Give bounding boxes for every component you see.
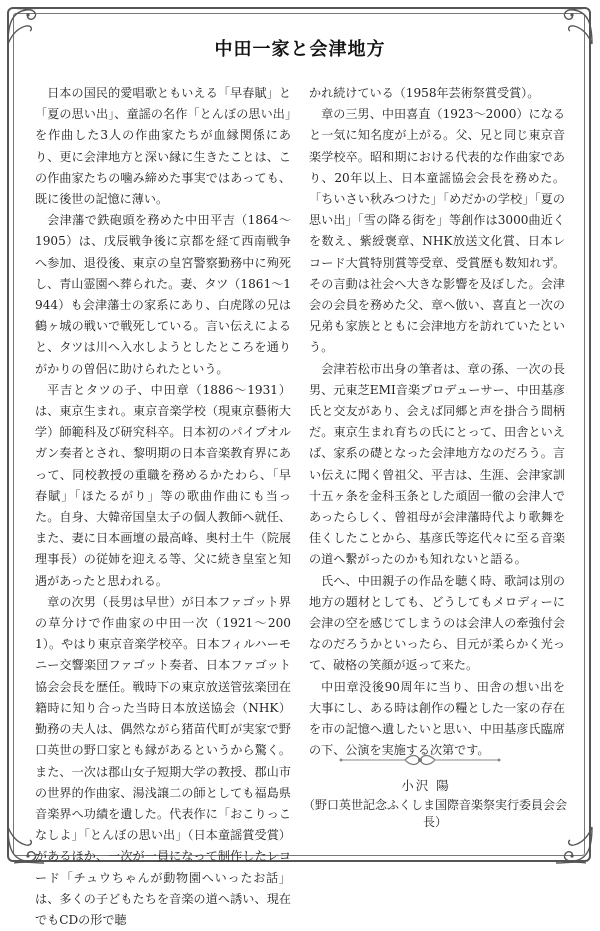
- paragraph: 平吉とタツの子、中田章（1886〜1931）は、東京生まれ。東京音楽学校（現東京藝術大学）師範科及び研究科卒。日本初のパイプオルガン奏者とされ、黎明期の日本音楽教育界にあって、同校教授の重職を務めるかたわら、「早春賦」「ほたるがり」等の歌曲作曲にも当った。自身、大韓帝国皇太子の個人教師へ就任、また、妻に日本画壇の最高峰、奥村土牛（院展理事長）の従姉を迎える等、父に続き皇室と知遇があったと思われる。: [35, 382, 291, 588]
- paragraph: 会津藩で鉄砲頭を務めた中田平吉（1864〜1905）は、戊辰戦争後に京都を経て西南戦争へ参加、退役後、東京の皇宮警察勤務中に殉死し、青山霊園へ葬られた。妻、タツ（1861〜1944）も会津藩士の家系にあり、白虎隊の兄は鶴ヶ城の戦いで戦死している。言い伝えによると、タツは川へ入水しようとしたところを通りがかりの曽侶に助けられたという。: [35, 213, 291, 376]
- paragraph: 章の次男（長男は早世）が日本ファゴット界の草分けで作曲家の中田一次（1921〜2001）。やはり東京音楽学校卒。日本フィルハーモニー交響楽団ファゴット奏者、日本ファゴット協会会長を歴任。戦時下の東京放送管弦楽団在籍時に知り合った当時日本放送協会（NHK）勤務の夫人は、偶然ながら猪苗代町が実家で野口英世の野口家とも縁があるというから驚く。また、一次は郡山女子短期大学の教授、郡山市の世界的作曲家、湯浅譲二の師としても福島県音楽界へ功績を遺した。代表作に「おこりっこなしよ」「とんぼの思い出」（日本童謡賞受賞）があるほか、一次が一員になって制作したレコード「チュウちゃんが動物園へいったお話」は、多くの子どもたちを音楽の道へ誘い、現在でもCDの形で聴: [35, 594, 291, 927]
- paragraph: 日本の国民的愛唱歌ともいえる「早春賦」と「夏の思い出」、童謡の名作「とんぼの思い出」を作曲した3人の作曲家たちが血縁関係にあり、更に会津地方と深い縁に生きたことは、この作曲家たちの噛み締めた事実ではあっても、既に後世の記憶に薄い。: [35, 86, 291, 207]
- paragraph: 章の三男、中田喜直（1923〜2000）になると一気に知名度が上がる。父、兄と同じ東京音楽学校卒。昭和期における代表的な作曲家であり、20年以上、日本童謡協会会長を務めた。「ちいさい秋みつけた」「めだかの学校」「夏の思い出」「雪の降る街を」等創作は3000曲近くを数え、紫綬褒章、NHK放送文化賞、日本レコード大賞特別賞等受章、受賞歴も数知れず。その言動は社会へ大きな影響を及ぼした。会津会の会員を務めた父、章へ倣い、喜直と一次の兄弟も家族とともに会津地方を訪れていたという。: [309, 107, 565, 355]
- paragraph-continuation: かれ続けている（1958年芸術祭賞受賞）。: [309, 86, 540, 100]
- author-name: 小沢 陽: [401, 778, 451, 793]
- author-affiliation: （野口英世記念ふくしま国際音楽祭実行委員会会長）: [302, 798, 567, 829]
- paragraph: 氏へ、中田親子の作品を聴く時、歌詞は別の地方の題材としても、どうしてもメロディーに会津の空を感じてしまうのは会津人の牽強付会なのだろうかといったら、目元が柔らかく光って、破格の笑顔が返って来た。: [309, 573, 565, 673]
- divider-ornament-icon: [335, 752, 505, 768]
- paragraph: 中田章没後90周年に当り、田舎の想い出を大事にし、ある時は創作の糧とした一家の存在を市の記憶へ遺したいと思い、中田基彦氏臨席の下、公演を実施する次第です。: [309, 679, 565, 758]
- left-column: [35, 83, 291, 931]
- paragraph: 会津若松市出身の筆者は、章の孫、一次の長男、元東芝EMI音楽プロデューサー、中田基彦氏と交友があり、会えば同郷と声を掛合う間柄だ。東京生まれ育ちの氏にとって、田舎といえば、家系の礎となった会津地方なのだろう。言い伝えに聞く曾祖父、平吉は、生涯、会津家訓十五ヶ条を金科玉条とした頑固一徹の会津人であったらしく、曾祖母が会津藩時代より歌舞を佳くしたことから、基彦氏等迄代々に至る音楽の道へ繋がったのかも知れないと語る。: [309, 361, 565, 567]
- page-title: 中田一家と会津地方: [214, 39, 386, 60]
